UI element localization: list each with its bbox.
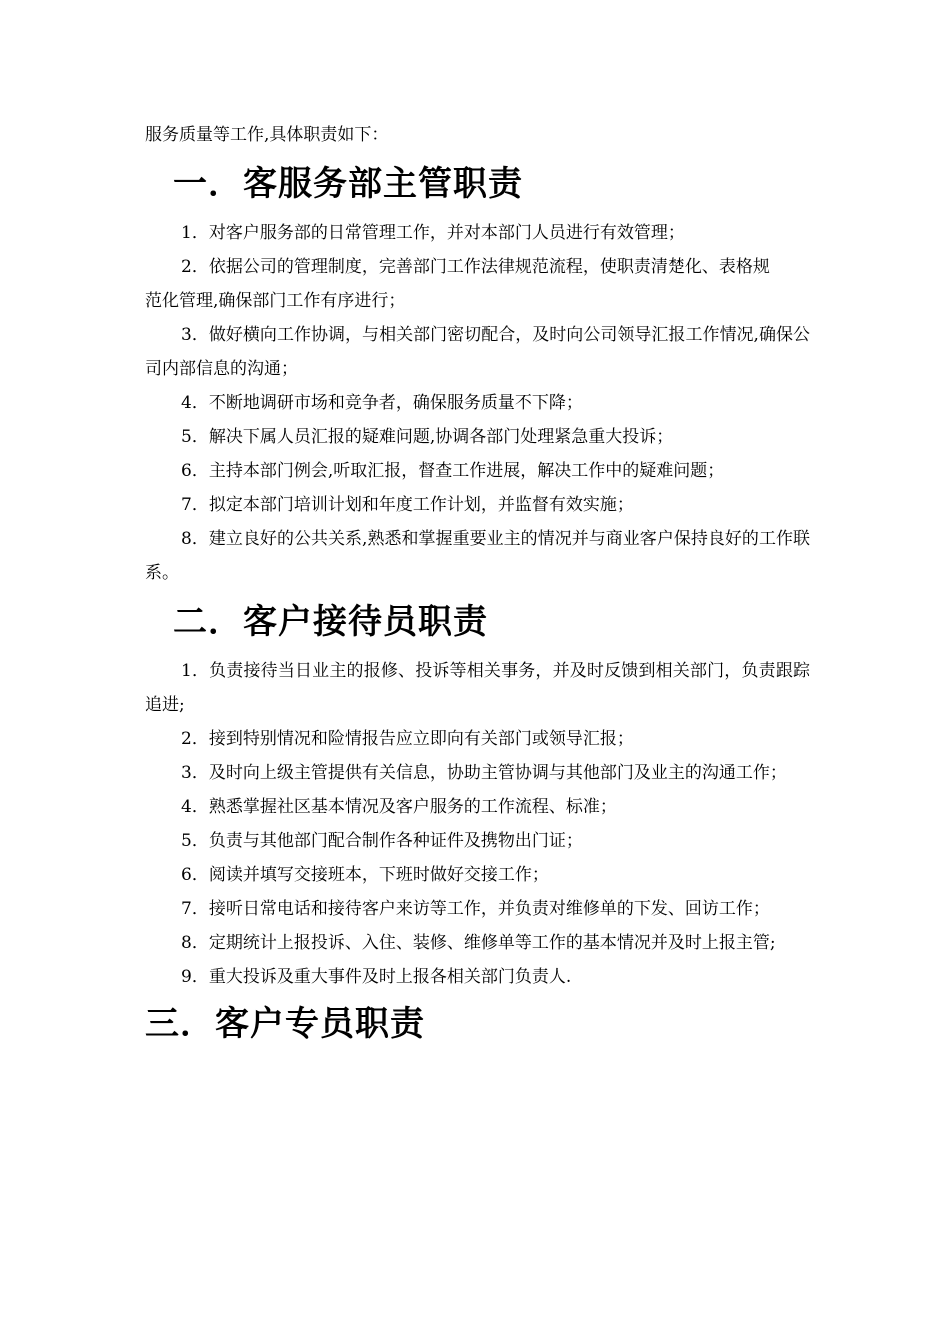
list-item: 9．重大投诉及重大事件及时上报各相关部门负责人. <box>181 967 572 987</box>
document-page <box>145 118 810 1052</box>
list-item: 6．阅读并填写交接班本，下班时做好交接工作； <box>181 865 549 885</box>
intro-text: 服务质量等工作,具体职责如下： <box>145 125 389 145</box>
list-item: 3．做好横向工作协调，与相关部门密切配合，及时向公司领导汇报工作情况,确保公司内部信息的沟通； <box>145 325 810 379</box>
list-item: 7．拟定本部门培训计划和年度工作计划，并监督有效实施； <box>181 495 634 515</box>
section-heading-specialist: 三．客户专员职责 <box>145 1004 425 1044</box>
list-item: 7．接听日常电话和接待客户来访等工作，并负责对维修单的下发、回访工作； <box>181 899 770 919</box>
list-item: 1．负责接待当日业主的报修、投诉等相关事务，并及时反馈到相关部门，负责跟踪追进; <box>145 661 810 715</box>
list-item-continuation: 范化管理,确保部门工作有序进行； <box>145 291 406 311</box>
list-item: 2．接到特别情况和险情报告应立即向有关部门或领导汇报； <box>181 729 634 749</box>
list-item: 5．解决下属人员汇报的疑难问题,协调各部门处理紧急重大投诉； <box>181 427 674 447</box>
list-item: 2．依据公司的管理制度，完善部门工作法律规范流程，使职责清楚化、表格规 <box>181 257 770 277</box>
list-item: 4．熟悉掌握社区基本情况及客户服务的工作流程、标准； <box>181 797 617 817</box>
section-heading-receptionist: 二．客户接待员职责 <box>173 602 488 642</box>
list-item: 4．不断地调研市场和竞争者，确保服务质量不下降； <box>181 393 583 413</box>
section-heading-supervisor: 一．客服务部主管职责 <box>173 164 523 204</box>
list-item: 5．负责与其他部门配合制作各种证件及携物出门证； <box>181 831 583 851</box>
list-item: 8．定期统计上报投诉、入住、装修、维修单等工作的基本情况并及时上报主管; <box>181 933 776 953</box>
list-item: 3．及时向上级主管提供有关信息，协助主管协调与其他部门及业主的沟通工作； <box>181 763 787 783</box>
list-item: 8．建立良好的公共关系,熟悉和掌握重要业主的情况并与商业客户保持良好的工作联系。 <box>145 529 810 583</box>
list-item: 1．对客户服务部的日常管理工作，并对本部门人员进行有效管理； <box>181 223 685 243</box>
list-item: 6．主持本部门例会,听取汇报，督查工作进展，解决工作中的疑难问题； <box>181 461 725 481</box>
